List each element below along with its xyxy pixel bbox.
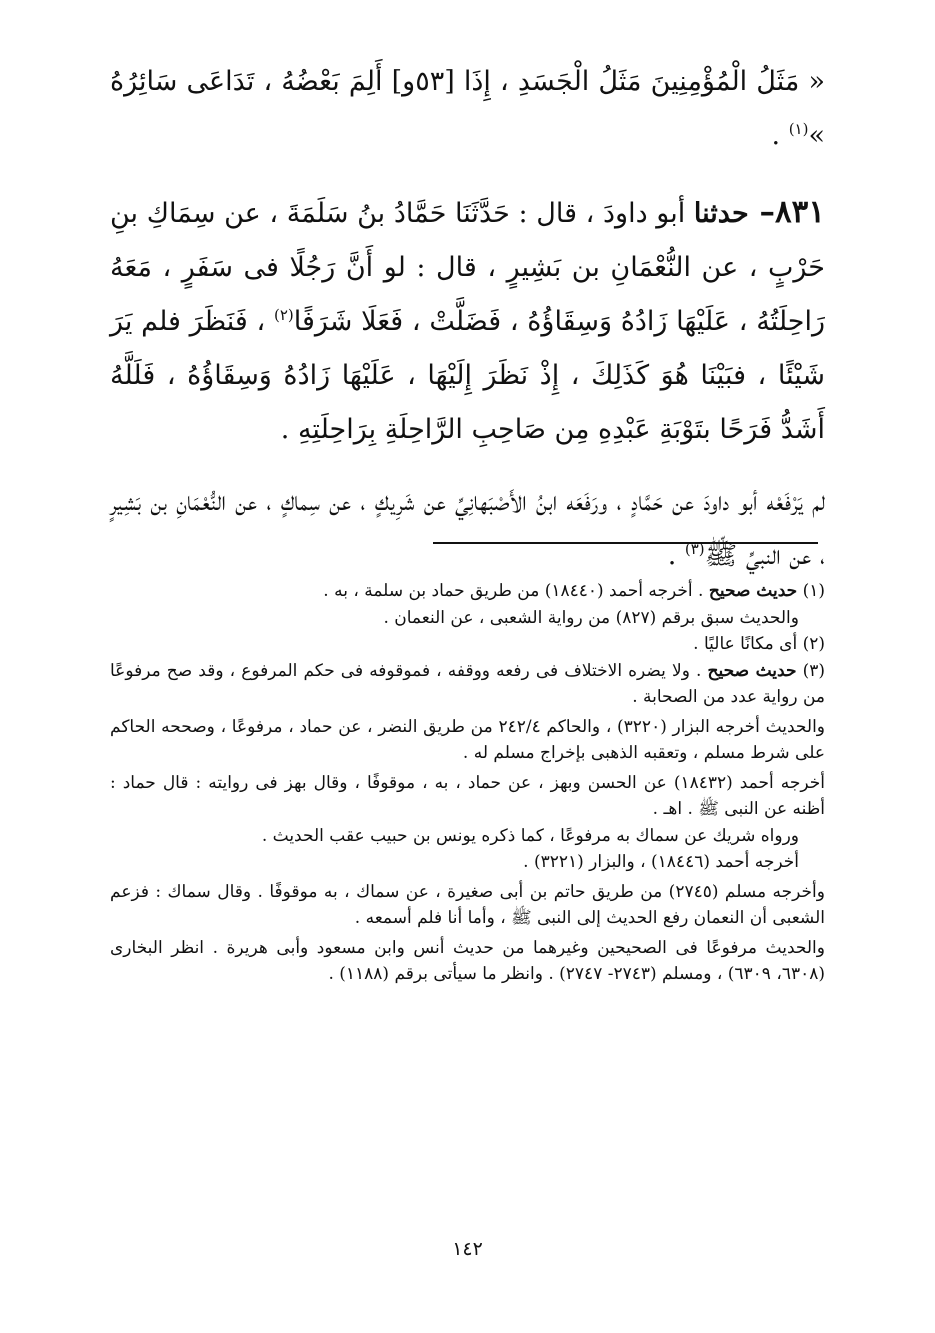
hadith-opening: حدثنا <box>693 198 749 229</box>
hadith-dash: – <box>748 194 776 230</box>
footnote-3-paragraph-7: والحديث مرفوعًا فى الصحيحين وغيرهما من حديث أنس وابن مسعود وأبى هريرة . انظر البخارى (٦٣٠٨، ٦٣٠٩) ، ومسلم (٢٧٤٣- ٢٧٤٧) . وانظر ما سيأتى برقم (١١٨٨) . <box>110 937 825 984</box>
hadith-continuation-end: . <box>771 120 789 151</box>
hadith-note <box>110 475 825 583</box>
footnote-ref-2: (٢) <box>273 306 294 324</box>
footnote-3-paragraph-3: أخرجه أحمد (١٨٤٣٢) عن الحسن وبهز ، عن حماد ، به ، موقوفًا ، وقال بهز فى روايته : قال حماد : أظنه عن النبى ﷺ . اهـ . <box>110 772 825 819</box>
footnote-1 <box>110 578 825 605</box>
footnote-3-paragraph-4: ورواه شريك عن سماك به مرفوعًا ، كما ذكره يونس بن حبيب عقب الحديث . <box>261 825 799 846</box>
footnote-3-paragraph-6: وأخرجه مسلم (٢٧٤٥) من طريق حاتم بن أبى صغيرة ، عن سماك ، به موقوفًا . وقال سماك : فزعم الشعبى أن النعمان رفع الحديث إلى النبى ﷺ ، وأما أنا فلم أسمعه . <box>110 881 825 928</box>
footnote-3-grade: حديث صحيح <box>707 660 797 681</box>
footnote-1-text: . أخرجه أحمد (١٨٤٤٠) من طريق حماد بن سلمة ، به . <box>323 581 709 601</box>
footnote-separator <box>433 542 818 544</box>
footnote-3-paragraph-5: أخرجه أحمد (١٨٤٤٦) ، والبزار (٣٢٢١) . <box>523 852 799 872</box>
footnote-1-line2: والحديث سبق برقم (٨٢٧) من رواية الشعبى ، عن النعمان . <box>383 607 799 628</box>
footnote-1-label: (١) <box>797 581 825 601</box>
hadith-831 <box>110 185 825 457</box>
footnote-3-text: . ولا يضره الاختلاف فى رفعه ووقفه ، فموقوفه فى حكم المرفوع ، وقد صح مرفوعًا من رواية عدد من الصحابة . <box>110 660 825 707</box>
footnote-ref-1: (١) <box>788 120 809 138</box>
hadith-number: ٨٣١ <box>775 194 825 230</box>
hadith-text-part1: أبو داودَ ، قال : حَدَّثَنَا حَمَّادُ بنُ سَلَمَةَ ، عن سِمَاكِ بنِ حَرْبٍ ، عن النُّعْمَانِ بن بَشِيرٍ ، قال : لو أَنَّ رَجُلًا فى سَفَرٍ ، مَعَهُ رَاحِلَتُهُ ، عَلَيْهَا زَادُهُ وَسِقَاؤُهُ ، فَضَلَّتْ ، فَعَلَا شَرَفًا <box>110 198 825 337</box>
hadith-continuation <box>110 55 825 163</box>
footnote-ref-3: (٣) <box>684 540 705 558</box>
footnote-3 <box>110 658 825 711</box>
hadith-continuation-text: « مَثَلُ الْمُؤْمِنِينَ مَثَلُ الْجَسَدِ ، إِذَا [٥٣و] أَلِمَ بَعْضُهُ ، تَدَاعَى سَائِرُهُ » <box>110 66 826 151</box>
page-number: ١٤٢ <box>452 1238 483 1260</box>
hadith-note-text: لم يَرْفَعْه أبو داودَ عن حَمَّادٍ ، ورَفَعَه ابنُ الأَصْبَهانِيِّ عن شَرِيكٍ ، عن سِماكٍ ، عن النُّعْمَانِ بن بَشِيرٍ ، عن النبيِّ ﷺ <box>110 486 825 571</box>
footnotes <box>110 578 825 988</box>
footnote-1-grade: حديث صحيح <box>708 581 798 601</box>
main-text <box>110 55 825 583</box>
footnote-2: (٢) أى مكانًا عاليًا . <box>693 634 825 654</box>
footnote-3-paragraph-2: والحديث أخرجه البزار (٣٢٢٠) ، والحاكم ٢٤٢/٤ من طريق النضر ، عن حماد ، مرفوعًا ، وصححه الحاكم على شرط مسلم ، وتعقبه الذهبى بإخراج مسلم له . <box>110 716 826 763</box>
footnote-3-label: (٣) <box>796 660 825 681</box>
hadith-text-part2: ، فَنَظَرَ فلم يَرَ شَيْئًا ، فبَيْنَا هُوَ كَذَلِكَ ، إِذْ نَظَرَ إِلَيْهَا ، عَلَيْهَا زَادُهُ وَسِقَاؤُهُ ، فَلَلَّهُ أَشَدُّ فَرَحًا بتَوْبَةِ عَبْدِهِ مِن صَاحِبِ الرَّاحِلَةِ بِرَاحِلَتِهِ . <box>110 306 825 445</box>
hadith-note-end: . <box>667 540 685 571</box>
